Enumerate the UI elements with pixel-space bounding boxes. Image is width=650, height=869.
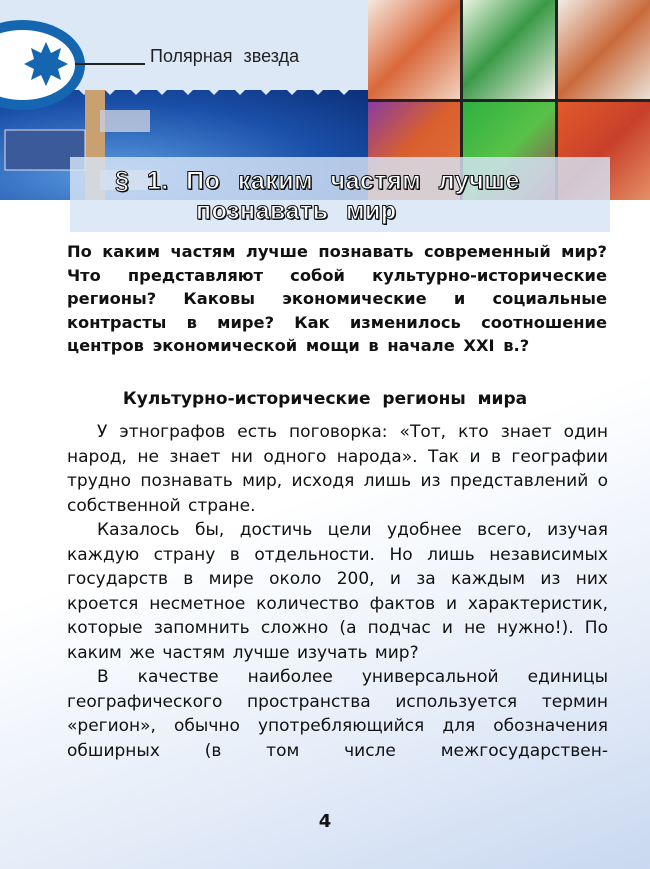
paragraph: У этнографов есть поговорка: «Тот, кто знает один народ, не знает ни одного народа». Так и в географии трудно познавать мир, исходя лишь из представлений о собственной стране. [67,422,608,516]
chapter-title-line2: познавать мир [196,197,397,225]
section-heading: Культурно-исторические регионы мира [122,389,528,409]
body-text [67,420,608,763]
series-title: Полярная звезда [150,46,300,66]
chapter-title-line1: § 1. По каким частям лучше [115,167,520,195]
page-number: 4 [318,811,332,832]
paragraph: В качестве наиболее универсальной единицы географического пространства используется термин «регион», обычно употребляющийся для обозначения обширных (в том числе межгосударствен- [67,667,608,761]
paragraph: Казалось бы, достичь цели удобнее всего, изучая каждую страну в отдельности. Но лишь независимых государств в мире около 200, и за каждым из них кроется несметное количество фактов и характеристик, которые запомнить сложно (а подчас и не нужно!). По каким же частям лучше изучать мир? [67,520,608,663]
star-icon [22,40,70,88]
divider [75,63,145,65]
intro-questions: По каким частям лучше познавать современный мир? Что представляют собой культурно-исторические регионы? Каковы экономические и социальные контрасты в мире? Как изменилось соотношение центров экономической мощи в начале XXI в.? [67,242,607,355]
